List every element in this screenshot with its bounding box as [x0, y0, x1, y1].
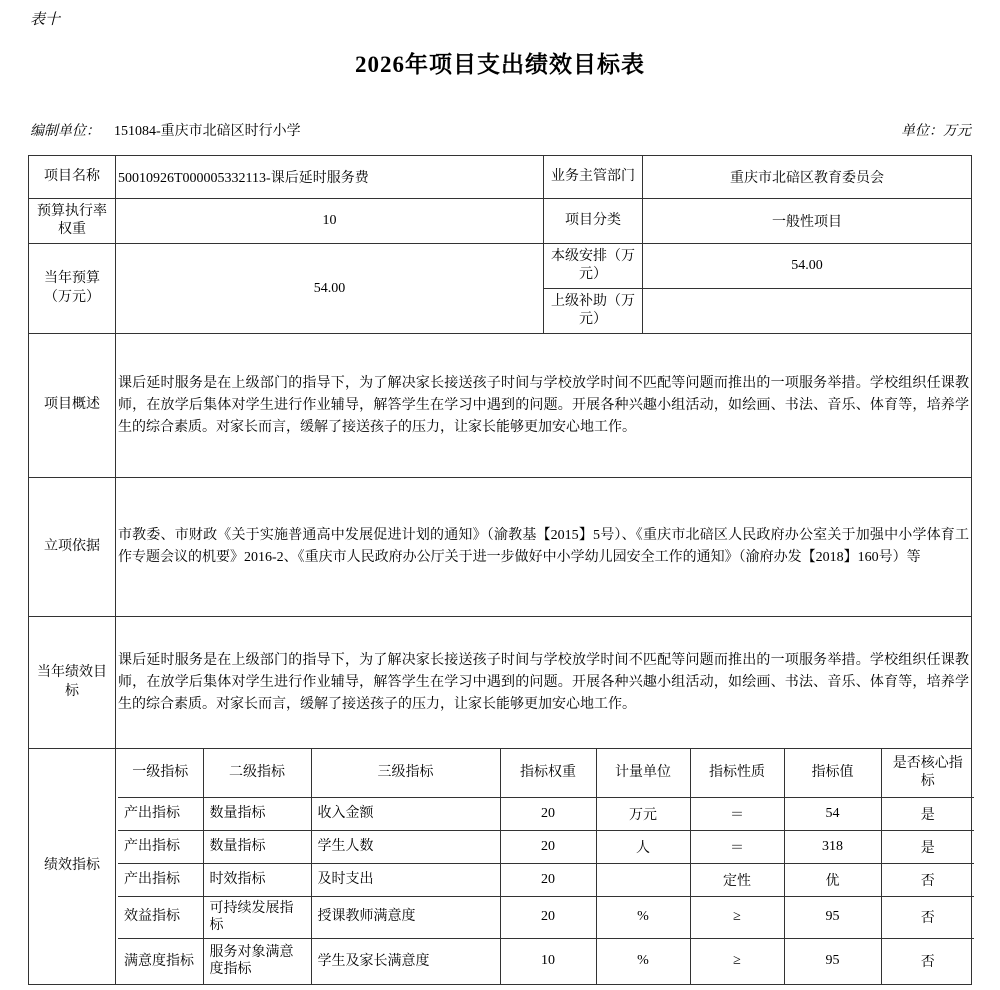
- meta-row: [30, 120, 971, 140]
- indicator-level2: 可持续发展指标: [203, 896, 311, 938]
- indicator-row: [118, 830, 974, 863]
- local-arrange-label: 本级安排（万元）: [544, 244, 643, 289]
- table-row: [29, 617, 972, 749]
- indicator-weight: 10: [500, 938, 596, 984]
- indicator-level1: 产出指标: [118, 830, 203, 863]
- indicator-core: 是: [881, 797, 974, 830]
- indicator-weight: 20: [500, 863, 596, 896]
- table-row: [29, 478, 972, 617]
- indicator-unit: [596, 863, 690, 896]
- table-row: [29, 244, 972, 289]
- category-label: 项目分类: [544, 199, 643, 244]
- prepared-by-label: 编制单位：: [30, 124, 100, 139]
- indicator-level1: 产出指标: [118, 863, 203, 896]
- indicator-nature: ＝: [690, 830, 784, 863]
- indicator-value: 318: [784, 830, 881, 863]
- budget-rate-label: 预算执行率权重: [29, 199, 116, 244]
- budget-rate-value: 10: [116, 199, 544, 244]
- prepared-by-value: 151084-重庆市北碚区时行小学: [114, 124, 301, 139]
- indicator-value: 54: [784, 797, 881, 830]
- indicator-nature: 定性: [690, 863, 784, 896]
- indicators-table: [118, 749, 974, 984]
- page-title: 2026年项目支出绩效目标表: [355, 52, 645, 77]
- table-row: [29, 334, 972, 478]
- indicators-host-cell: [116, 749, 972, 985]
- indicator-core: 否: [881, 896, 974, 938]
- header-value: 指标值: [784, 749, 881, 797]
- indicator-nature: ＝: [690, 797, 784, 830]
- overview-label: 项目概述: [29, 334, 116, 478]
- indicator-unit: 万元: [596, 797, 690, 830]
- performance-target-table: [28, 155, 972, 985]
- indicator-value: 95: [784, 896, 881, 938]
- indicator-level2: 数量指标: [203, 797, 311, 830]
- indicator-row: [118, 896, 974, 938]
- indicator-level1: 产出指标: [118, 797, 203, 830]
- indicator-value: 优: [784, 863, 881, 896]
- header-unit: 计量单位: [596, 749, 690, 797]
- indicator-unit: 人: [596, 830, 690, 863]
- header-weight: 指标权重: [500, 749, 596, 797]
- indicator-unit: %: [596, 938, 690, 984]
- project-name-label: 项目名称: [29, 156, 116, 199]
- indicator-row: [118, 797, 974, 830]
- indicator-nature: ≥: [690, 938, 784, 984]
- header-nature: 指标性质: [690, 749, 784, 797]
- indicator-row: [118, 938, 974, 984]
- indicator-row: [118, 863, 974, 896]
- annual-budget-label: 当年预算（万元）: [29, 244, 116, 334]
- unit-note: 单位：万元: [901, 124, 971, 139]
- category-value: 一般性项目: [643, 199, 972, 244]
- goal-text: 课后延时服务是在上级部门的指导下，为了解决家长接送孩子时间与学校放学时间不匹配等问题而推出的一项服务举措。学校组织任课教师，在放学后集体对学生进行作业辅导，解答学生在学习中遇到的问题。开展各种兴趣小组活动，如绘画、书法、音乐、体育等，培养学生的综合素质。对家长而言，缓解了接送孩子的压力，让家长能够更加安心地工作。: [116, 617, 972, 749]
- superior-subsidy-label: 上级补助（万元）: [544, 289, 643, 334]
- table-row: [29, 199, 972, 244]
- indicator-level1: 效益指标: [118, 896, 203, 938]
- indicator-level2: 数量指标: [203, 830, 311, 863]
- goal-label: 当年绩效目标: [29, 617, 116, 749]
- indicator-level3: 授课教师满意度: [311, 896, 500, 938]
- table-row: [29, 749, 972, 985]
- overview-text: 课后延时服务是在上级部门的指导下，为了解决家长接送孩子时间与学校放学时间不匹配等问题而推出的一项服务举措。学校组织任课教师，在放学后集体对学生进行作业辅导，解答学生在学习中遇到的问题。开展各种兴趣小组活动，如绘画、书法、音乐、体育等，培养学生的综合素质。对家长而言，缓解了接送孩子的压力，让家长能够更加安心地工作。: [116, 334, 972, 478]
- indicator-weight: 20: [500, 797, 596, 830]
- indicator-level3: 学生及家长满意度: [311, 938, 500, 984]
- indicator-unit: %: [596, 896, 690, 938]
- indicator-core: 否: [881, 938, 974, 984]
- basis-text: 市教委、市财政《关于实施普通高中发展促进计划的通知》（渝教基【2015】5号）、《重庆市北碚区人民政府办公室关于加强中小学体育工作专题会议的机要》2016-2、《重庆市人民政府办公厅关于进一步做好中小学幼儿园安全工作的通知》（渝府办发【2018】160号）等: [116, 478, 972, 617]
- dept-value: 重庆市北碚区教育委员会: [643, 156, 972, 199]
- superior-subsidy-value: [643, 289, 972, 334]
- indicator-level2: 服务对象满意度指标: [203, 938, 311, 984]
- indicator-level1: 满意度指标: [118, 938, 203, 984]
- indicator-weight: 20: [500, 830, 596, 863]
- indicator-level3: 学生人数: [311, 830, 500, 863]
- indicators-label: 绩效指标: [29, 749, 116, 985]
- indicator-level3: 收入金额: [311, 797, 500, 830]
- indicator-nature: ≥: [690, 896, 784, 938]
- local-arrange-value: 54.00: [643, 244, 972, 289]
- header-level1: 一级指标: [118, 749, 203, 797]
- dept-label: 业务主管部门: [544, 156, 643, 199]
- annual-budget-value: 54.00: [116, 244, 544, 334]
- indicators-header-row: [118, 749, 974, 797]
- table-number-label: 表十: [30, 12, 61, 28]
- indicator-core: 否: [881, 863, 974, 896]
- indicator-level2: 时效指标: [203, 863, 311, 896]
- project-name-value: 50010926T000005332113-课后延时服务费: [116, 156, 544, 199]
- indicator-weight: 20: [500, 896, 596, 938]
- table-row: [29, 156, 972, 199]
- basis-label: 立项依据: [29, 478, 116, 617]
- indicator-core: 是: [881, 830, 974, 863]
- header-core: 是否核心指标: [881, 749, 974, 797]
- header-level2: 二级指标: [203, 749, 311, 797]
- indicator-level3: 及时支出: [311, 863, 500, 896]
- header-level3: 三级指标: [311, 749, 500, 797]
- indicator-value: 95: [784, 938, 881, 984]
